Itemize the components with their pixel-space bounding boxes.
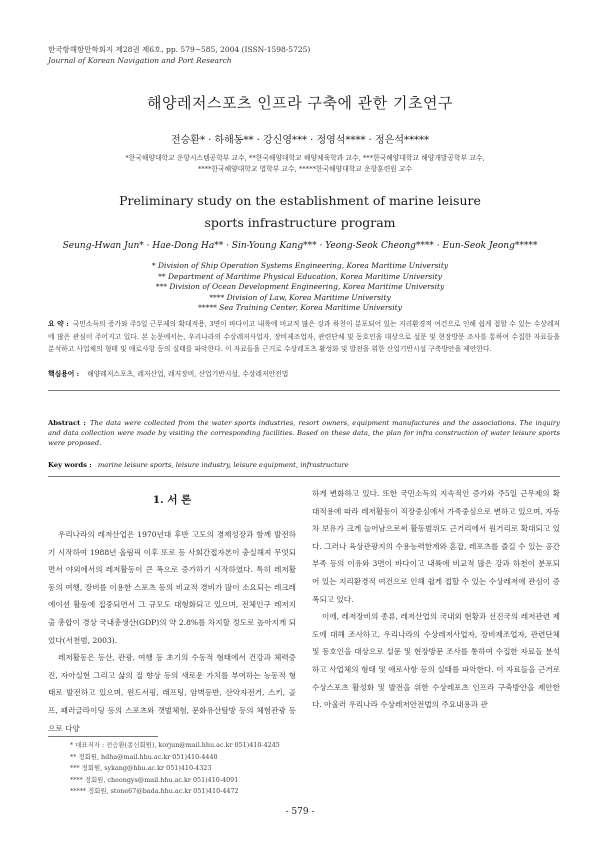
- keywords-korean-label: 핵심용어 :: [48, 370, 80, 378]
- journal-name-en: Journal of Korean Navigation and Port Research: [48, 56, 232, 65]
- section-heading: 1. 서 론: [152, 494, 192, 506]
- divider: [48, 390, 560, 391]
- affiliation-line: ** Department of Maritime Physical Education, Korea Maritime University: [158, 271, 442, 281]
- body-paragraph: 하게 변화하고 있다. 또한 국민소득의 지속적인 증가와 주5일 근무제의 확대적용에 따라 레저활동이 직장중심에서 가족중심으로 변하고 있으며, 자동차 보유가 크게 늘어남으로써 활동범위도 근거리에서 원거리로 확대되고 있다. 그러나 육상관광지의 수용능력한계와 혼잡, 레포츠를 즐길 수 있는 공간 부족 등의 이유와 3면이 바다이고 내륙에 비교적 많은 강과 하천이 분포되어 있는 지리환경적 여건으로 인해 쉽게 접할 수 있는 수상레저에 관심이 증폭되고 있다.: [312, 489, 560, 604]
- keywords-english: [48, 461, 560, 469]
- footnote: * 대표저자 : 전승환(종신회원), korjun@mail.hhu.ac.kr 051)410-4245: [70, 741, 280, 749]
- page-number: - 579 -: [285, 807, 315, 817]
- footnote: *** 정회원, sykang@hhu.ac.kr 051)410-4323: [70, 764, 212, 772]
- footnotes: [70, 740, 280, 798]
- authors-english: Seung-Hwan Jun* · Hae-Dong Ha** · Sin-Young Kang*** · Yeong-Seok Cheong**** · Eun-Seok Jeong*****: [62, 241, 538, 251]
- footnote: **** 정회원, cheongys@mail.hhu.ac.kr 051)410-4091: [70, 775, 239, 784]
- keywords-korean: [48, 368, 560, 378]
- affiliation-line: ****한국해양대학교 법학부 교수, *****한국해양대학교 운항훈련원 교수: [197, 165, 413, 173]
- affiliation-line: *** Division of Ocean Development Engineering, Korea Maritime University: [155, 282, 445, 291]
- affiliations-korean: [60, 153, 550, 175]
- abstract-english: [48, 418, 560, 448]
- authors-korean: 전승환* · 하해동** · 강신영*** · 정영석**** · 정은석*****: [170, 135, 430, 146]
- footnote: ** 정회원, hdha@mail.hhu.ac.kr 051)410-4440: [70, 752, 218, 761]
- right-column: [312, 485, 560, 714]
- body-paragraph: 레저활동은 등산, 관광, 여행 등 초기의 수동적 형태에서 건강과 체력증진, 자아실현 그리고 삶의 질 향상 등의 새로운 가치를 부여하는 능동적 형태로 발전하고 있으며, 윈드서핑, 래프팅, 암벽등반, 산악자전거, 스키, 골프, 패러글라이딩 등의 스포츠와 갯벌체험, 문화유산탐방 등의 체험관광 등으로 다양: [48, 653, 296, 733]
- affiliations-english: [60, 261, 540, 314]
- title-english-line: Preliminary study on the establishment of marine leisure: [119, 193, 481, 208]
- affiliation-line: **** Division of Law, Korea Maritime University: [209, 292, 391, 302]
- affiliation-line: ***** Sea Training Center, Korea Maritime University: [198, 303, 402, 312]
- footnote-divider: [48, 736, 158, 737]
- keywords-korean-text: 해양레저스포츠, 레저산업, 레저장비, 산업기반시설, 수상레저안전법: [87, 370, 289, 378]
- abstract-korean-label: 요 약 :: [48, 320, 69, 328]
- body-paragraph: 이에, 레저장비의 종류, 레저산업의 국내외 현황과 선진국의 레저관련 제도에 대해 조사하고, 우리나라의 수상레저사업자, 장비제조업자, 관련단체 및 동호인을 대상으로 설문 및 현장방문 조사를 통하여 수집한 자료들 분석하고 사업체의 형태 및 애로사항 등의 실태를 파악한다. 이 자료들을 근거로 수상스포츠 활성화 및 발전을 위한 수상레포츠 인프라 구축방안을 제안한다. 아울러 우리나라 수상레저안전법의 주요내용과 관: [312, 612, 560, 710]
- keywords-english-text: marine leisure sports, leisure industry, leisure equipment, infrastructure: [97, 461, 349, 469]
- title-english: [60, 190, 540, 234]
- journal-citation: 한국항해항만학회지 제28권 제6호, pp. 579∼585, 2004 (ISSN-1598-5725): [48, 45, 311, 54]
- keywords-english-label: Key words :: [48, 461, 92, 469]
- abstract-korean: [48, 318, 560, 356]
- title-korean: 해양레저스포츠 인프라 구축에 관한 기초연구: [147, 94, 453, 112]
- left-column: [48, 526, 296, 737]
- footnote: ***** 정회원, stone67@bada.hhu.ac.kr 051)410-4472: [70, 787, 239, 795]
- divider: [48, 476, 560, 477]
- abstract-english-label: Abstract :: [48, 419, 86, 427]
- abstract-korean-text: 국민소득의 증가와 주5일 근무제의 확대적용, 3면이 바다이고 내륙에 비교적 많은 강과 하천이 분포되어 있는 지리환경적 여건으로 인해 쉽게 접할 수 있는 수상레저에 많은 관심이 주어지고 있다. 본 논문에서는, 우리나라의 수상레저사업자, 장비제조업자, 관련단체 및 동호인을 대상으로 설문 및 현장방문 조사를 통하여 수집한 자료들을 분석하고 사업체의 형태 및 애로사항 등의 실태를 파악한다. 이 자료들을 근거로 수상레포츠 활성화 및 발전을 위한 산업기반시설 구축방안을 제안한다.: [48, 320, 560, 353]
- journal-header: [48, 44, 310, 66]
- title-english-line: sports infrastructure program: [204, 215, 396, 230]
- abstract-english-text: The data were collected from the water sports industries, resort owners, equipment manufactures and the associations. The inquiry and data collection were made by visiting the corresponding facilities. Based on these data, the plan for infra construction of water leisure sports were proposed.: [48, 419, 560, 447]
- affiliation-line: *한국해양대학교 운항시스템공학부 교수, **한국해양대학교 해양체육학과 교수, ***한국해양대학교 해양개발공학부 교수,: [125, 154, 485, 162]
- body-paragraph: 우리나라의 레저산업은 1970년대 후반 고도의 경제성장과 함께 발전하기 시작하여 1988년 올림픽 이후 또로 등 사회간접자본이 충실해져 무엇되면서 야외에서의 레저활동이 큰 폭으로 증가하기 시작하였다. 특히 레저활동의 여행, 장비를 이용한 스포츠 등의 비교적 경비가 많이 소요되는 레크레에이션 활동에 집중되면서 그 규모도 대형화되고 있으며, 전체인구 레저지출 총합이 경상 국내총생산(GDP)의 약 2.8%를 차지할 정도로 높아지게 되었다(서천범, 2003).: [48, 530, 296, 645]
- affiliation-line: * Division of Ship Operation Systems Engineering, Korea Maritime University: [151, 261, 449, 270]
